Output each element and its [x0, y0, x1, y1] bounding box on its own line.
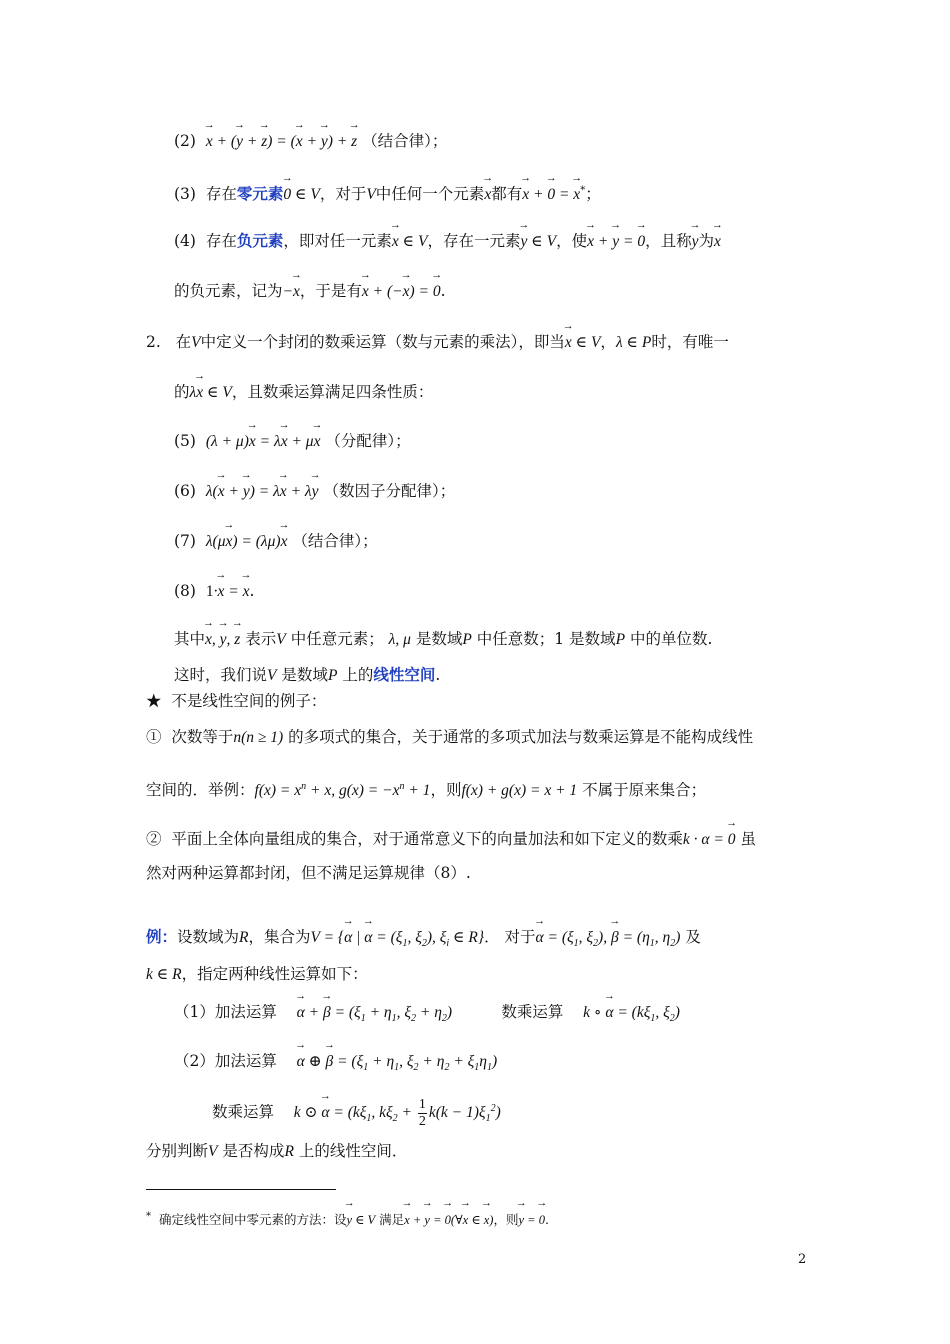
axiom-8: (8) 1·→ x = → x.: [174, 580, 254, 603]
linear-space-term: 线性空间: [373, 665, 436, 684]
non-examples-heading: ★ 不是线性空间的例子：: [146, 692, 327, 710]
item-2: 2. 在V中定义一个封闭的数乘运算（数与元素的乘法），即当→ x ∈ V，λ ∈ P时，有唯一: [146, 331, 729, 354]
example-line: 例：设数域为R，集合为V = {→ α | → $\alpha = (\xi_1$, $\xi_2$), $\xi_i$ ∈ R}． 对于→ $\alpha = (\xi_1$, $\xi_2$), → $\beta = (\eta_1$, $\eta_2$) 及: [146, 926, 701, 955]
operation-2-mul: 数乘运算 k ⊙ → $\alpha = (k\xi_1$, $k\xi_2$ + $\frac{1}{2}$ $k(k - 1)\xi_1^2$): [212, 1097, 501, 1130]
axiom-2-formula: → x + (→ y + → z) = (→ x + → y) + → z: [206, 133, 357, 150]
non-example-1-cont: 空间的．举例：$f(x) = x^n + x$, $g(x) = -x^n + 1$，则f(x) + g(x) = x + 1 不属于原来集合；: [146, 781, 707, 800]
where-line: 其中→ x, → y, → z 表示V 中任意元素； λ, μ 是数域P 中任意数；1 是数域P 中的单位数.: [174, 628, 712, 651]
non-example-2-cont: 然对两种运算都封闭，但不满足运算规律（8）.: [146, 864, 471, 882]
operation-2: （2）加法运算 → α ⊕ → $\beta = (\xi_1 + \eta_1$, $\xi_2 + \eta_2 + \xi_1\eta_1$): [174, 1050, 497, 1079]
example-label: 例：: [146, 927, 178, 946]
non-example-2: ② 平面上全体向量组成的集合，对于通常意义下的向量加法和如下定义的数乘k · α = → 0 虽: [146, 828, 756, 851]
axiom-4: (4) 存在负元素，即对任一元素→ x ∈ V，存在一元素→ y ∈ V，使→ x + → y = → 0，且称→ y为→ x: [174, 230, 721, 253]
footnote-rule: [146, 1189, 336, 1190]
star-icon: ★: [146, 692, 162, 710]
page-number: 2: [798, 1252, 807, 1267]
footnote: * 确定线性空间中零元素的方法：设→ y ∈ V 满足→ x + → y = → 0(∀→ x ∈ → x)，则→ y = → 0.: [146, 1206, 549, 1231]
negative-element-term: 负元素: [236, 231, 284, 250]
axiom-5: (5) (λ + μ)→ x = λ→ x + μ→ x （分配律）；: [174, 430, 411, 453]
zero-element-term: 零元素: [236, 184, 284, 204]
axiom-4-cont: 的负元素，记为−→ x，于是有→ x + (−→ x) = → 0.: [174, 280, 446, 303]
judge-line: 分别判断V 是否构成R 上的线性空间．: [146, 1142, 408, 1160]
operation-1: （1）加法运算 → α + → $\beta = (\xi_1 + \eta_1$, $\xi_2 + \eta_2$) 数乘运算 k ∘ → $\alpha = (k\xi_1$, $\xi_2$): [174, 1001, 680, 1030]
axiom-6: (6) λ(→ x + → y) = λ→ x + λ→ y （数因子分配律）；: [174, 480, 455, 503]
example-line-2: k ∈ R，指定两种线性运算如下：: [146, 965, 368, 983]
definition-line: 这时，我们说V 是数域P 上的线性空间.: [174, 665, 441, 684]
axiom-3: (3) 存在零元素→ 0 ∈ V，对于V中任何一个元素→ x都有→ x + → 0 = → x*；: [174, 180, 601, 206]
non-example-1: ① 次数等于n(n ≥ 1) 的多项式的集合，关于通常的多项式加法与数乘运算是不能构成线性: [146, 728, 754, 746]
item-2-cont: 的λ→ x ∈ V，且数乘运算满足四条性质：: [174, 381, 433, 404]
axiom-7: (7) λ(μ→ x) = (λμ)→ x （结合律）；: [174, 530, 378, 553]
axiom-2: (2) → x + (→ y + → z) = (→ x + → y) + → z （结合律）；: [174, 130, 447, 153]
